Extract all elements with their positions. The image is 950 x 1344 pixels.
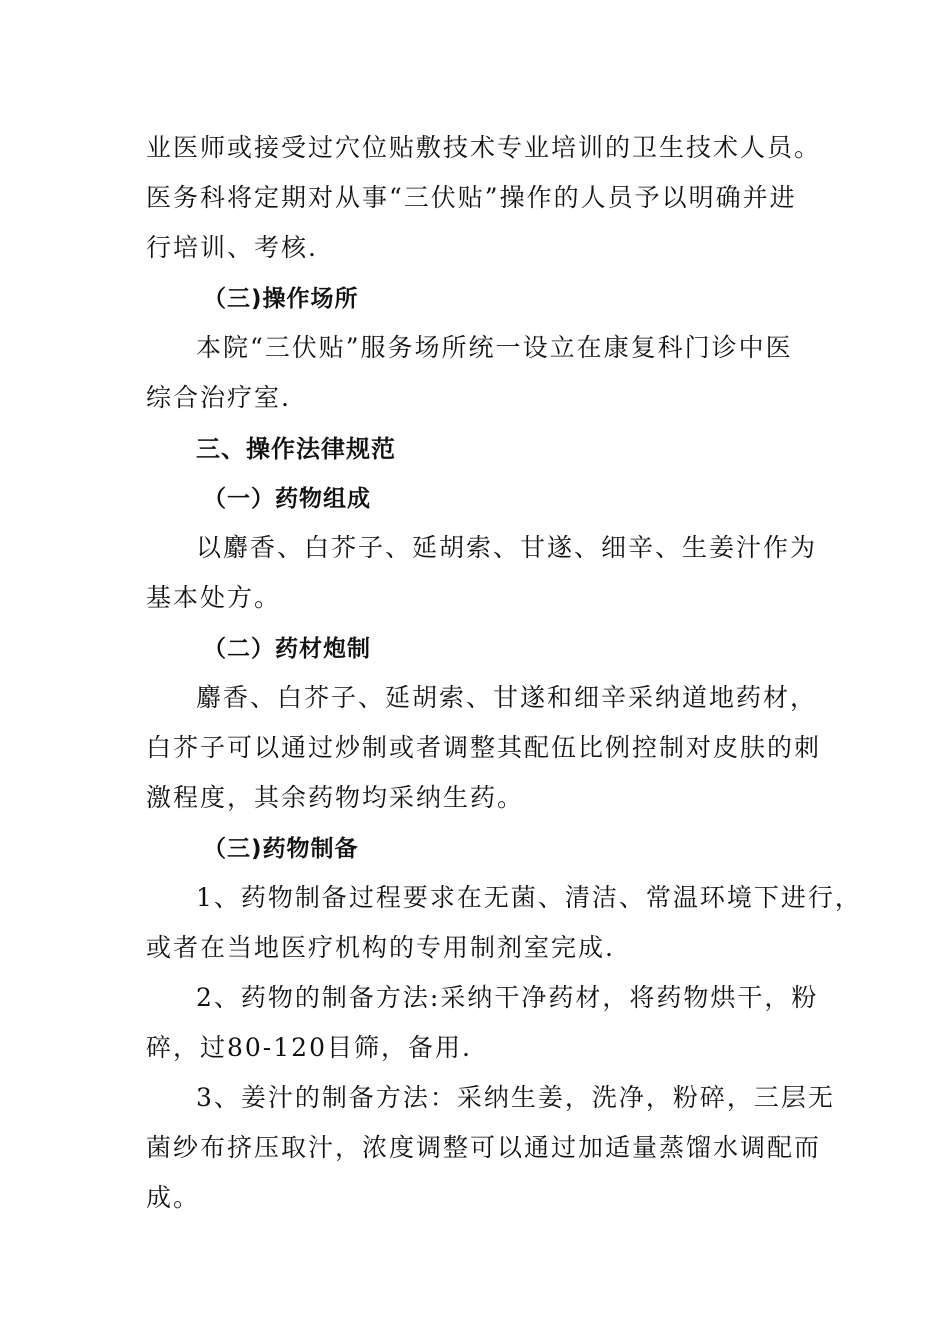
subsection-heading: （二）药材炮制 — [203, 636, 371, 662]
subsection-heading: （三)药物制备 — [203, 836, 359, 862]
body-line: 或者在当地医疗机构的专用制剂室完成. — [146, 933, 615, 962]
body-line: 菌纱布挤压取汁，浓度调整可以通过加适量蒸馏水调配而 — [146, 1133, 822, 1162]
body-line: 以麝香、白芥子、延胡索、甘遂、细辛、生姜汁作为 — [196, 533, 818, 562]
subsection-heading: （一）药物组成 — [203, 486, 371, 512]
body-line: 激程度，其余药物均采纳生药。 — [146, 783, 525, 812]
body-line: 行培训、考核. — [146, 233, 318, 262]
body-line: 基本处方。 — [146, 583, 282, 612]
body-line: 麝香、白芥子、延胡索、甘遂和细辛采纳道地药材， — [196, 683, 818, 712]
body-line: 白芥子可以通过炒制或者调整其配伍比例控制对皮肤的刺 — [146, 733, 822, 762]
body-line: 综合治疗室. — [146, 383, 291, 412]
subsection-heading: （三)操作场所 — [203, 286, 359, 312]
body-line: 1、药物制备过程要求在无菌、清洁、常温环境下进行， — [196, 883, 862, 912]
body-line: 碎，过80-120目筛，备用. — [146, 1033, 472, 1062]
section-heading: 三、操作法律规范 — [196, 435, 396, 463]
body-line: 业医师或接受过穴位贴敷技术专业培训的卫生技术人员。 — [146, 133, 822, 162]
body-line: 医务科将定期对从事“三伏贴”操作的人员予以明确并进 — [146, 183, 797, 212]
body-line: 成。 — [146, 1183, 201, 1212]
body-line: 2、药物的制备方法:采纳干净药材，将药物烘干，粉 — [196, 983, 819, 1012]
body-line: 3、姜汁的制备方法：采纳生姜，洗净，粉碎，三层无 — [196, 1083, 835, 1112]
body-line: 本院“三伏贴”服务场所统一设立在康复科门诊中医 — [196, 333, 793, 362]
